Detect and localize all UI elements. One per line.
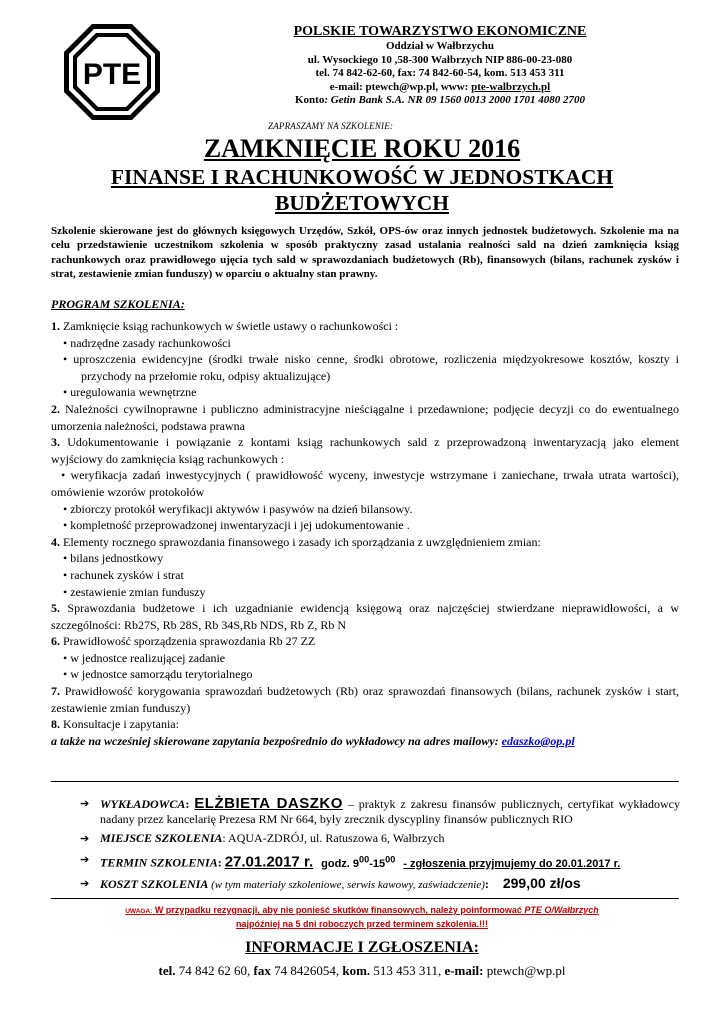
- logo-text: PTE: [82, 58, 142, 91]
- section-text: Zamknięcie ksiąg rachunkowych w świetle ustawy o rachunkowości :: [60, 319, 399, 333]
- tel-label: tel.: [158, 963, 176, 978]
- section-number: 4.: [51, 534, 60, 549]
- program-list: [51, 318, 679, 749]
- arrow-right-icon: ➔: [80, 854, 90, 866]
- section-text: Należności cywilnoprawne i publiczno administracyjne nieściągalne i przedawnione; podjęcie decyzji co do ewentualnego umorzenia należności, podstawa prawna: [51, 401, 679, 433]
- arrow-right-icon: ➔: [80, 798, 90, 810]
- cost-label: KOSZT SZKOLENIA: [100, 876, 209, 891]
- section-text: Prawidłowość sporządzenia sprawozdania Rb 27 ZZ: [60, 634, 316, 649]
- divider: [51, 898, 679, 899]
- org-address: ul. Wysockiego 10 ,58-300 Wałbrzych NIP 886-00-23-080: [307, 53, 573, 66]
- training-details: [80, 796, 680, 897]
- section-text: Sprawozdania budżetowe i ich uzgadnianie ewidencją księgową oraz najczęściej stwierdzane nieprawidłowości, a w szczególności: Rb27S, Rb 28S, Rb 34S,Rb NDS, Rb Z, Rb N: [51, 601, 679, 632]
- hours-end-min: 00: [385, 854, 396, 864]
- lecturer-row: ➔ WYKŁADOWCA: ELŻBIETA DASZKO – praktyk z zakresu finansów publicznych, certyfikat wykładowcy nadany przez kancelarię Prezesa RM Nr 664, były zrecznik dyscypliny finansów publicznych RIO: [80, 795, 680, 826]
- program-heading: PROGRAM SZKOLENIA:: [51, 297, 185, 311]
- deadline: [403, 858, 620, 870]
- arrow-right-icon: ➔: [80, 877, 90, 890]
- program-section-6: [51, 633, 679, 650]
- section-number: 6.: [51, 634, 60, 649]
- hours: [321, 854, 396, 870]
- invite-text: ZAPRASZAMY NA SZKOLENIE:: [268, 121, 394, 131]
- date-label: TERMIN SZKOLENIA: [100, 855, 218, 870]
- bullet-item: • bilans jednostkowy: [63, 551, 164, 566]
- lecturer-label: WYKŁADOWCA: [100, 797, 186, 811]
- fax-label: fax: [253, 963, 271, 978]
- program-section-3: [51, 434, 679, 467]
- page-title: ZAMKNIĘCIE ROKU 2016: [203, 134, 521, 163]
- program-section-2: [51, 401, 679, 434]
- kom-value: 513 453 311,: [370, 963, 445, 978]
- tel-value: 74 842 62 60,: [175, 963, 254, 978]
- warning-line2: najpóźniej na 5 dni roboczych przed terminem szkolenia.!!!: [235, 919, 489, 929]
- bullet-item: • w jednostce samorządu terytorialnego: [63, 667, 253, 682]
- org-branch: Oddział w Wałbrzychu: [386, 40, 494, 52]
- page-subtitle: FINANSE I RACHUNKOWOŚĆ W JEDNOSTKACH BUDŻETOWYCH: [110, 165, 614, 215]
- org-name: POLSKIE TOWARZYSTWO EKONOMICZNE: [293, 24, 587, 39]
- section-text: Prawidłowość korygowania sprawozdań budżetowych (Rb) oraz sprawozdań finansowych (bilans, rachunek zysków i start, zestawienie zmian funduszy): [51, 684, 679, 715]
- section-number: 8.: [51, 717, 60, 732]
- place-label: MIEJSCE SZKOLENIA: [100, 831, 223, 845]
- org-phones: tel. 74 842-62-60, fax: 74 842-60-54, kom. 513 453 311: [315, 67, 565, 79]
- arrow-right-icon: ➔: [80, 833, 90, 845]
- bullet-item: • weryfikacja zadań inwestycyjnych ( prawidłowość wyceny, inwestycje wstrzymane i zaniechane, trwała utrata wartości), omówienie wzorów protokołów: [51, 468, 679, 499]
- fax-value: 74 8426054,: [270, 963, 343, 978]
- org-contact: [220, 81, 660, 95]
- place-row: [80, 831, 680, 846]
- email-value[interactable]: ptewch@wp.pl: [483, 963, 566, 978]
- warning-org: PTE O/Wałbrzych: [524, 905, 599, 915]
- bank-label: Konto: [294, 94, 325, 106]
- pte-logo: [62, 22, 162, 122]
- hours-start: godz. 9: [321, 857, 360, 870]
- extra-note: [51, 733, 679, 750]
- kom-label: kom.: [342, 963, 371, 978]
- bullet-item: • kompletność przeprowadzonej inwentaryzacji i jej udokumentowanie .: [63, 518, 410, 533]
- bullet-item: • zbiorczy protokół weryfikacji aktywów i pasywów na dzień bilansowy.: [63, 501, 413, 516]
- cost-row: ➔ KOSZT SZKOLENIA (w tym materiały szkoleniowe, serwis kawowy, zaświadczenie): 299,00 zł/os: [80, 874, 581, 891]
- bullet-item: • uproszczenia ewidencyjne (środki trwałe nisko cenne, środki obrotowe, rozliczenia międzyokresowe kosztów, koszty i przychody na przełomie roku, odpisy aktualizujące): [63, 352, 679, 383]
- date-value: 27.01.2017 r.: [224, 853, 314, 871]
- lecturer-name: ELŻBIETA DASZKO: [194, 795, 343, 812]
- contact-line: [0, 963, 724, 979]
- deadline-text: - zgłoszenia przyjmujemy do 20.01.2017 r.: [403, 857, 621, 870]
- extra-note-text: a także na wcześniej skierowane zapytania bezpośrednio do wykładowcy na adres mailowy:: [51, 733, 502, 748]
- section-number: 2.: [51, 401, 60, 416]
- hours-end: -15: [369, 857, 386, 870]
- intro-paragraph: Szkolenie skierowane jest do głównych księgowych Urzędów, Szkół, OPS-ów oraz innych jednostek budżetowych. Szkolenie ma na celu przedstawienie uczestnikom szkolenia w sposób praktyczny zasad ustalania realności sald na dzień zamknięcia ksiąg rachunkowych oraz prawidłowego ujęcia tych sald w sprawozdaniach budżetowych (Rb), finansowych (bilans, rachunek zysków i strat, zestawienie zmian funduszy) w oparciu o aktualny stan prawny.: [51, 225, 679, 280]
- section-text: Konsultacje i zapytania:: [60, 717, 179, 732]
- program-section-8: [51, 716, 679, 733]
- warning-line1: W przypadku rezygnacji, aby nie ponieść skutków finansowych, należy poinformować: [152, 905, 525, 915]
- section-text: Elementy rocznego sprawozdania finansowego i zasady ich sporządzania z uwzględnieniem zmian:: [60, 534, 541, 549]
- program-section-7: [51, 683, 679, 716]
- section-number: 3.: [51, 435, 60, 450]
- section-number: 7.: [51, 684, 60, 699]
- info-heading: INFORMACJE I ZGŁOSZENIA:: [245, 939, 479, 956]
- place-value: : AQUA-ZDRÓJ, ul. Ratuszowa 6, Wałbrzych: [222, 831, 445, 845]
- bank-value: : Getin Bank S.A. NR 09 1560 0013 2000 1701 4080 2700: [324, 94, 585, 106]
- bullet-item: • uregulowania wewnętrzne: [63, 385, 197, 400]
- bullet-item: • nadrzędne zasady rachunkowości: [63, 335, 231, 350]
- section-number: 5.: [51, 601, 60, 616]
- org-www-link[interactable]: pte-walbrzych.pl: [471, 80, 551, 93]
- hours-start-min: 00: [359, 854, 370, 864]
- warning-tag: UWAGA:: [125, 908, 153, 915]
- date-row: ➔ TERMIN SZKOLENIA: 27.01.2017 r. godz. $9^{00}-15^{00}$ - zgłoszenia przyjmujemy do 20.01.2017 r.: [80, 853, 621, 871]
- program-section-4: [51, 534, 679, 551]
- organization-header: [220, 24, 660, 108]
- section-number: 1.: [51, 319, 60, 333]
- cost-note: (w tym materiały szkoleniowe, serwis kawowy, zaświadczenie): [208, 878, 485, 891]
- program-section-5: [51, 600, 679, 633]
- cost-value: 299,00 zł/os: [502, 874, 581, 891]
- lecturer-desc: – praktyk z zakresu finansów publicznych, certyfikat wykładowcy nadany przez kancelarię Prezesa RM Nr 664, były zrecznik dyscypliny finansów publicznych RIO: [100, 797, 680, 826]
- org-email: e-mail: ptewch@wp.pl, www:: [329, 80, 472, 93]
- warning-note: [60, 904, 664, 930]
- section-text: Udokumentowanie i powiązanie z kontami ksiąg rachunkowych sald z przeprowadzoną inwentaryzacją jako element wyjściowy do zamknięcia ksiąg rachunkowych :: [51, 435, 679, 466]
- bullet-item: • zestawienie zmian funduszy: [63, 584, 206, 599]
- bullet-item: • w jednostce realizującej zadanie: [63, 650, 226, 665]
- lecturer-email-link[interactable]: edaszko@op.pl: [501, 733, 575, 748]
- program-section-1: [51, 318, 679, 335]
- bullet-item: • rachunek zysków i strat: [63, 567, 184, 582]
- org-bank: [220, 94, 660, 108]
- divider: [51, 781, 679, 782]
- email-label: e-mail:: [444, 963, 484, 978]
